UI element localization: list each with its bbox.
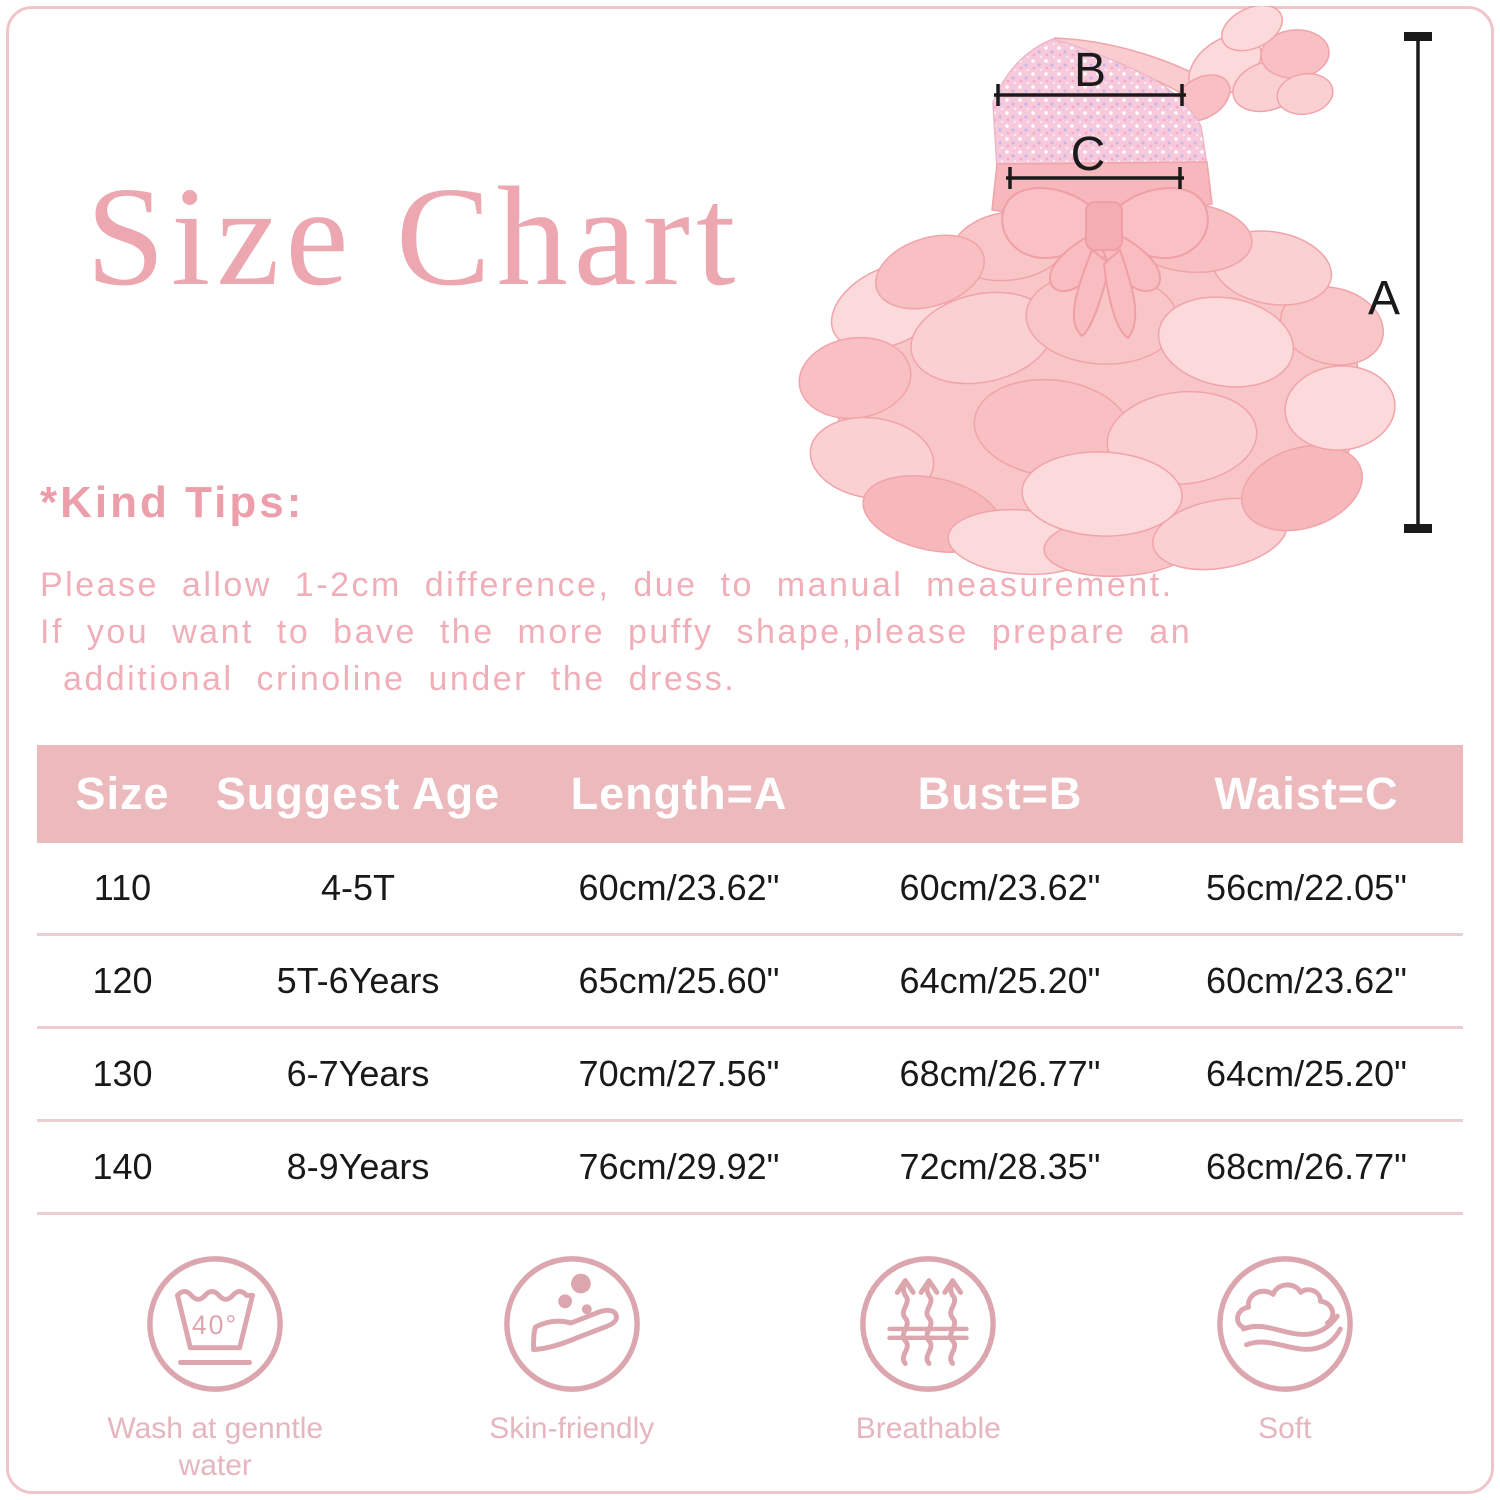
tip-line-2: If you want to bave the more puffy shape,please prepare an xyxy=(40,613,1193,651)
feature-skin-friendly xyxy=(394,1250,751,1484)
waist-cell: 60cm/23.62" xyxy=(1150,935,1463,1028)
col-header-suggest-age: Suggest Age xyxy=(208,745,508,843)
bust-cell: 60cm/23.62" xyxy=(850,843,1150,935)
length-label: A xyxy=(1367,272,1400,325)
size-cell: 110 xyxy=(37,843,208,935)
size-table-header-row xyxy=(37,745,1463,843)
breathable-icon xyxy=(854,1250,1002,1398)
feature-label-wash: Wash at genntle water xyxy=(107,1412,324,1482)
bust-cell: 64cm/25.20" xyxy=(850,935,1150,1028)
size-cell: 140 xyxy=(37,1121,208,1214)
age-cell: 4-5T xyxy=(208,843,508,935)
tip-line-1: Please allow 1-2cm difference, due to manual measurement. xyxy=(40,566,1174,604)
wash-temp: 40° xyxy=(192,1309,239,1340)
skin-friendly-icon xyxy=(498,1250,646,1398)
col-header-size: Size xyxy=(37,745,208,843)
age-cell: 6-7Years xyxy=(208,1028,508,1121)
waist-label: C xyxy=(1070,128,1106,181)
age-cell: 8-9Years xyxy=(208,1121,508,1214)
feature-icons-row xyxy=(37,1250,1463,1484)
bust-cell: 68cm/26.77" xyxy=(850,1028,1150,1121)
tip-line-3: additional crinoline under the dress. xyxy=(40,660,737,698)
bust-label: B xyxy=(1073,44,1107,97)
kind-tips-text xyxy=(40,562,1460,703)
col-header-bust: Bust=B xyxy=(850,745,1150,843)
kind-tips-section xyxy=(40,478,1460,703)
feature-label-breathable: Breathable xyxy=(855,1412,1001,1445)
table-row xyxy=(37,843,1463,935)
bust-cell: 72cm/28.35" xyxy=(850,1121,1150,1214)
size-cell: 130 xyxy=(37,1028,208,1121)
feature-label-skin-friendly: Skin-friendly xyxy=(489,1412,655,1445)
feature-breathable xyxy=(750,1250,1107,1484)
waist-cell: 64cm/25.20" xyxy=(1150,1028,1463,1121)
length-measurement xyxy=(1404,32,1432,533)
length-cell: 65cm/25.60" xyxy=(508,935,850,1028)
size-table xyxy=(37,745,1463,1215)
waist-cell: 56cm/22.05" xyxy=(1150,843,1463,935)
page-title: Size Chart xyxy=(86,157,742,315)
table-row xyxy=(37,1028,1463,1121)
wash-icon xyxy=(141,1250,289,1398)
feature-wash xyxy=(37,1250,394,1484)
feature-soft xyxy=(1107,1250,1464,1484)
length-cell: 76cm/29.92" xyxy=(508,1121,850,1214)
table-row xyxy=(37,935,1463,1028)
soft-icon xyxy=(1211,1250,1359,1398)
length-cell: 60cm/23.62" xyxy=(508,843,850,935)
kind-tips-heading: *Kind Tips: xyxy=(40,478,305,527)
size-cell: 120 xyxy=(37,935,208,1028)
col-header-length: Length=A xyxy=(508,745,850,843)
feature-label-soft: Soft xyxy=(1258,1412,1312,1445)
length-cell: 70cm/27.56" xyxy=(508,1028,850,1121)
waist-cell: 68cm/26.77" xyxy=(1150,1121,1463,1214)
col-header-waist: Waist=C xyxy=(1150,745,1463,843)
age-cell: 5T-6Years xyxy=(208,935,508,1028)
table-row xyxy=(37,1121,1463,1214)
